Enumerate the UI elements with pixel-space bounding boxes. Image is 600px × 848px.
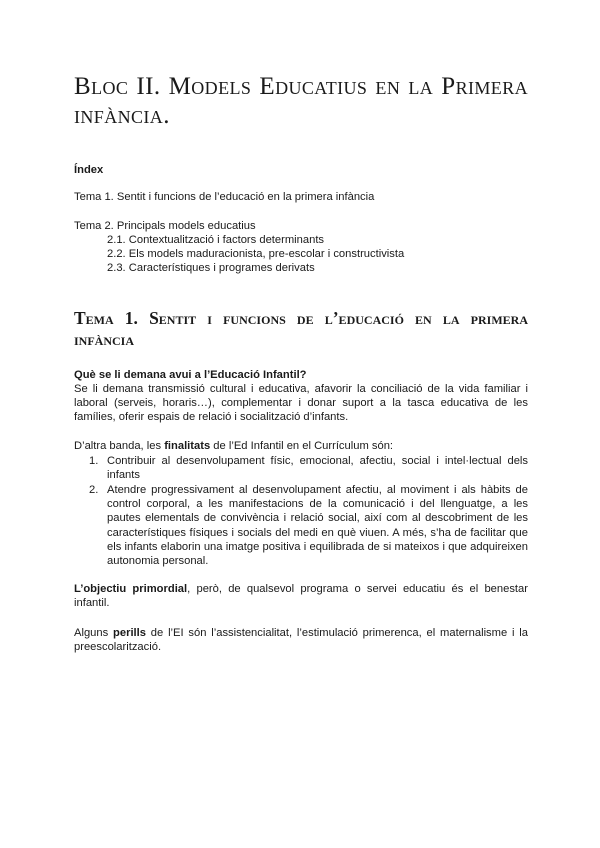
index-heading: Índex — [74, 164, 104, 176]
list-number: 2. — [89, 484, 99, 496]
objectiu-paragraph — [74, 582, 528, 610]
index-subitem: 2.2. Els models maduracionista, pre-escolar i constructivista — [107, 248, 405, 260]
perills-pre: Alguns — [74, 627, 114, 639]
section-heading: Tema 1. Sentit i funcions de l’educació en la primera infància — [74, 308, 528, 349]
list-text: Atendre progressivament al desenvolupament afectiu, al moviment i als hàbits de control corporal, a les manifestacions de la comunicació i del llenguatge, a les pautes elementals de convivència i relació social, així com al descobriment de les característiques físiques i socials del medi en què viuen. A més, s’ha de facilitar que els infants elaborin una imatge positiva i equilibrada de si mateixos i que adquireixen autonomia personal. — [107, 484, 528, 568]
objectiu-rest: , però, de qualsevol programa o servei educatiu és el benestar infantil. — [74, 583, 528, 610]
perills-bold: perills — [113, 627, 146, 639]
list-number: 1. — [89, 455, 99, 467]
finalitats-intro — [74, 439, 528, 453]
objectiu-bold: L’objectiu primordial — [74, 583, 188, 595]
index-subitem: 2.1. Contextualització i factors determinants — [107, 234, 325, 246]
question-body: Se li demana transmissió cultural i educativa, afavorir la conciliació de la vida familiar i laboral (serveis, horaris…), complementar i donar suport a la tasca educativa de les famílies, oferir espais de relació i socialització d’infants. — [74, 383, 528, 424]
perills-paragraph — [74, 626, 528, 654]
document-title: Bloc II. Models Educatius en la Primera infància. — [74, 73, 528, 129]
list-text: Contribuir al desenvolupament físic, emocional, afectiu, social i intel·lectual dels infants — [107, 455, 528, 482]
finalitats-bold: finalitats — [164, 440, 211, 452]
finalitats-pre: D’altra banda, les — [74, 440, 165, 452]
finalitats-post: de l’Ed Infantil en el Currículum són: — [210, 440, 394, 452]
list-item — [89, 483, 528, 568]
index-item-tema1: Tema 1. Sentit i funcions de l’educació en la primera infància — [74, 191, 375, 203]
question-heading: Què se li demana avui a l’Educació Infantil? — [74, 369, 307, 381]
perills-post: de l’EI són l’assistencialitat, l’estimulació primerenca, el maternalisme i la preescolarització. — [74, 627, 528, 654]
index-subitem: 2.3. Característiques i programes derivats — [107, 262, 315, 274]
list-item — [89, 454, 528, 482]
index-item-tema2: Tema 2. Principals models educatius — [74, 220, 256, 232]
